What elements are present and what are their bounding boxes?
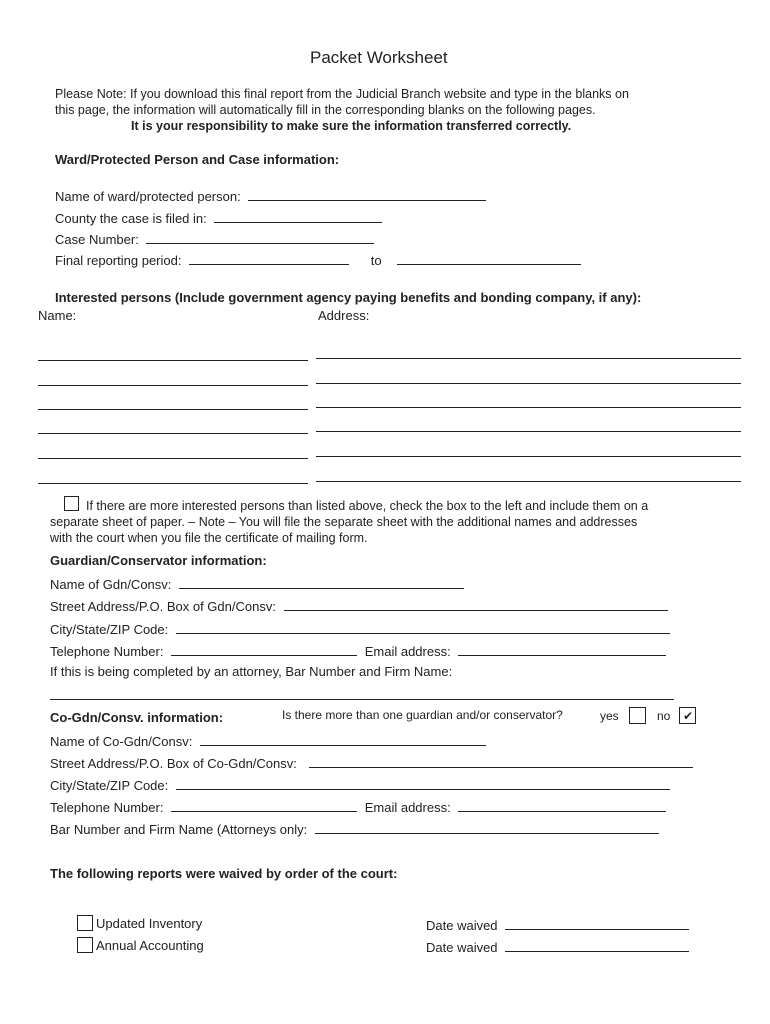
name-column-label: Name: [38, 308, 77, 323]
guardian-street-label: Street Address/P.O. Box of Gdn/Consv: [50, 599, 276, 614]
interested-address-field[interactable] [316, 456, 741, 457]
updated-inventory-checkbox[interactable] [77, 915, 93, 931]
cogdn-heading: Co-Gdn/Consv. information: [50, 710, 224, 725]
interested-name-field[interactable] [38, 433, 308, 434]
guardian-attorney-label: If this is being completed by an attorney, Bar Number and Firm Name: [50, 664, 453, 679]
interested-address-field[interactable] [316, 481, 741, 482]
address-column-label: Address: [318, 308, 370, 323]
case-number-field[interactable] [146, 230, 374, 244]
cogdn-phone-row [50, 798, 666, 815]
accounting-date-row [426, 938, 689, 955]
ward-name-field[interactable] [248, 187, 486, 201]
note-line-1: Please Note: If you download this final report from the Judicial Branch website and type in the blanks on [55, 87, 629, 101]
note-line-2: this page, the information will automatically fill in the corresponding blanks on the following pages. [55, 103, 596, 117]
case-number-row [55, 230, 374, 247]
updated-inventory-label: Updated Inventory [96, 916, 203, 931]
cogdn-city-label: City/State/ZIP Code: [50, 778, 169, 793]
guardian-attorney-field[interactable] [50, 699, 674, 700]
period-row [55, 251, 581, 268]
guardian-name-field[interactable] [179, 575, 464, 589]
interested-address-field[interactable] [316, 383, 741, 384]
more-persons-line-2: separate sheet of paper. – Note – You will file the separate sheet with the additional names and addresses [50, 515, 638, 529]
interested-address-field[interactable] [316, 431, 741, 432]
cogdn-email-field[interactable] [458, 798, 666, 812]
period-to-label: to [370, 253, 382, 268]
checkmark-icon: ✔ [683, 709, 694, 723]
guardian-city-label: City/State/ZIP Code: [50, 622, 169, 637]
ward-name-label: Name of ward/protected person: [55, 189, 241, 204]
yes-checkbox[interactable] [629, 707, 646, 724]
more-persons-line-3: with the court when you file the certificate of mailing form. [50, 531, 368, 545]
guardian-name-label: Name of Gdn/Consv: [50, 577, 172, 592]
cogdn-bar-field[interactable] [315, 820, 659, 834]
yes-label: yes [600, 709, 619, 723]
cogdn-city-field[interactable] [176, 776, 670, 790]
interested-name-field[interactable] [38, 458, 308, 459]
ward-heading: Ward/Protected Person and Case information: [55, 152, 340, 167]
period-label: Final reporting period: [55, 253, 182, 268]
cogdn-phone-field[interactable] [171, 798, 357, 812]
cogdn-name-row [50, 732, 486, 749]
page-title: Packet Worksheet [310, 48, 448, 67]
cogdn-phone-label: Telephone Number: [50, 800, 164, 815]
guardian-street-field[interactable] [284, 597, 668, 611]
more-persons-line-1: If there are more interested persons than listed above, check the box to the left and include them on a [86, 499, 649, 513]
no-checkbox[interactable] [679, 707, 696, 724]
inventory-date-row [426, 916, 689, 933]
interested-name-field[interactable] [38, 483, 308, 484]
note-bold: It is your responsibility to make sure the information transferred correctly. [131, 119, 572, 133]
cogdn-name-field[interactable] [200, 732, 486, 746]
interested-name-field[interactable] [38, 385, 308, 386]
interested-name-field[interactable] [38, 360, 308, 361]
guardian-phone-label: Telephone Number: [50, 644, 164, 659]
period-to-field[interactable] [397, 251, 581, 265]
interested-address-field[interactable] [316, 358, 741, 359]
cogdn-bar-label: Bar Number and Firm Name (Attorneys only: [50, 822, 308, 837]
interested-heading: Interested persons (Include government agency paying benefits and bonding company, if any): [55, 290, 642, 305]
guardian-city-row [50, 620, 670, 637]
county-field[interactable] [214, 209, 382, 223]
cogdn-question: Is there more than one guardian and/or conservator? [282, 708, 563, 722]
annual-accounting-label: Annual Accounting [96, 938, 204, 953]
inventory-date-label: Date waived [426, 918, 498, 933]
guardian-city-field[interactable] [176, 620, 670, 634]
cogdn-bar-row [50, 820, 659, 837]
interested-address-field[interactable] [316, 407, 741, 408]
county-row [55, 209, 382, 226]
inventory-date-field[interactable] [505, 916, 689, 930]
cogdn-email-label: Email address: [364, 800, 451, 815]
annual-accounting-checkbox[interactable] [77, 937, 93, 953]
cogdn-street-label: Street Address/P.O. Box of Co-Gdn/Consv: [50, 756, 297, 771]
guardian-name-row [50, 575, 464, 592]
cogdn-city-row [50, 776, 670, 793]
interested-name-field[interactable] [38, 409, 308, 410]
guardian-street-row [50, 597, 668, 614]
accounting-date-label: Date waived [426, 940, 498, 955]
county-label: County the case is filed in: [55, 211, 207, 226]
period-from-field[interactable] [189, 251, 349, 265]
guardian-phone-row [50, 642, 666, 659]
guardian-email-field[interactable] [458, 642, 666, 656]
cogdn-street-row [50, 754, 693, 771]
cogdn-street-field[interactable] [309, 754, 693, 768]
cogdn-name-label: Name of Co-Gdn/Consv: [50, 734, 193, 749]
guardian-email-label: Email address: [364, 644, 451, 659]
case-number-label: Case Number: [55, 232, 139, 247]
guardian-heading: Guardian/Conservator information: [50, 553, 267, 568]
ward-name-row [55, 187, 486, 204]
no-label: no [657, 709, 671, 723]
guardian-phone-field[interactable] [171, 642, 357, 656]
accounting-date-field[interactable] [505, 938, 689, 952]
waived-heading: The following reports were waived by order of the court: [50, 866, 398, 881]
more-persons-checkbox[interactable] [64, 496, 79, 511]
